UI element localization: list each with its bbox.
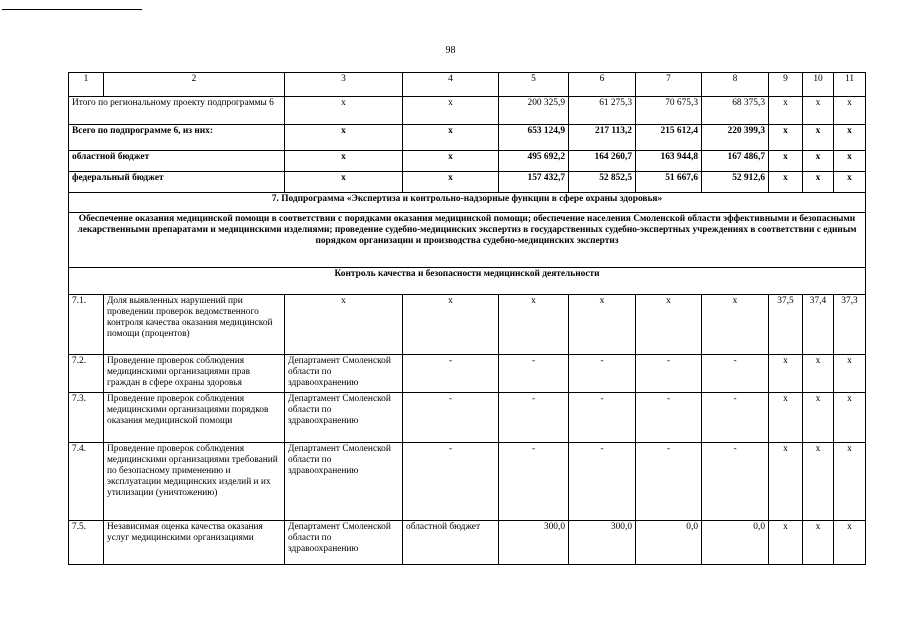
total-cell: 163 944,8: [636, 151, 702, 172]
total-cell: 157 432,7: [499, 172, 569, 193]
item-cell: -: [403, 393, 499, 443]
col-num-2: 2: [104, 73, 285, 97]
table-row: [69, 521, 866, 565]
item-cell: -: [569, 355, 636, 393]
item-number: 7.4.: [69, 443, 104, 521]
total-cell: x: [403, 125, 499, 151]
total-cell: 217 113,2: [569, 125, 636, 151]
item-cell: 300,0: [499, 521, 569, 565]
col-num-7: 7: [636, 73, 702, 97]
item-cell: x: [499, 295, 569, 355]
item-cell: x: [403, 295, 499, 355]
col-num-6: 6: [569, 73, 636, 97]
col-num-11: 11: [834, 73, 866, 97]
total-cell: x: [769, 151, 803, 172]
item-cell: x: [803, 393, 834, 443]
item-cell: x: [803, 443, 834, 521]
total-label: Итого по региональному проекту подпрограммы 6: [69, 97, 285, 125]
total-cell: x: [834, 151, 866, 172]
col-num-1: 1: [69, 73, 104, 97]
total-cell: x: [285, 151, 403, 172]
item-cell: x: [834, 443, 866, 521]
item-cell: x: [769, 443, 803, 521]
item-cell: -: [636, 443, 702, 521]
item-cell: 0,0: [636, 521, 702, 565]
item-name: Проведение проверок соблюдения медицинскими организациями прав граждан в сфере охраны здоровья: [104, 355, 285, 393]
item-cell: 0,0: [702, 521, 769, 565]
subsection-title-row: [69, 268, 866, 295]
total-cell: x: [285, 172, 403, 193]
item-cell: -: [702, 393, 769, 443]
total-row: [69, 97, 866, 125]
col-num-5: 5: [499, 73, 569, 97]
item-cell: x: [803, 521, 834, 565]
col-num-4: 4: [403, 73, 499, 97]
item-cell: -: [636, 393, 702, 443]
item-name: Проведение проверок соблюдения медицинскими организациями требований по безопасному применению и эксплуатации медицинских изделий и их утилизации (уничтожению): [104, 443, 285, 521]
item-name: Доля выявленных нарушений при проведении проверок ведомственного контроля качества оказания медицинской помощи (процентов): [104, 295, 285, 355]
total-cell: 495 692,2: [499, 151, 569, 172]
total-cell: x: [803, 97, 834, 125]
total-cell: 70 675,3: [636, 97, 702, 125]
item-cell: -: [569, 443, 636, 521]
table-row: [69, 295, 866, 355]
item-cell: x: [702, 295, 769, 355]
item-number: 7.5.: [69, 521, 104, 565]
item-cell: x: [285, 295, 403, 355]
item-cell: -: [702, 355, 769, 393]
total-cell: 51 667,6: [636, 172, 702, 193]
item-cell: x: [769, 393, 803, 443]
total-cell: 68 375,3: [702, 97, 769, 125]
total-cell: 164 260,7: [569, 151, 636, 172]
item-cell: x: [834, 393, 866, 443]
subsection-title: Контроль качества и безопасности медицинской деятельности: [69, 268, 866, 295]
item-cell: x: [769, 521, 803, 565]
column-number-row: [69, 73, 866, 97]
item-cell: -: [499, 355, 569, 393]
total-label: областной бюджет: [69, 151, 285, 172]
goals-row: [69, 213, 866, 268]
section-title-row: [69, 193, 866, 213]
item-cell: -: [499, 443, 569, 521]
total-cell: x: [403, 172, 499, 193]
item-cell: -: [403, 355, 499, 393]
item-cell: x: [803, 355, 834, 393]
total-cell: 220 399,3: [702, 125, 769, 151]
item-cell: x: [834, 355, 866, 393]
item-cell: 37,3: [834, 295, 866, 355]
item-name: Проведение проверок соблюдения медицинскими организациями порядков оказания медицинской помощи: [104, 393, 285, 443]
item-cell: 37,5: [769, 295, 803, 355]
total-cell: x: [803, 125, 834, 151]
item-cell: x: [769, 355, 803, 393]
item-cell: -: [702, 443, 769, 521]
total-cell: 167 486,7: [702, 151, 769, 172]
table-row: [69, 355, 866, 393]
total-cell: x: [285, 97, 403, 125]
item-number: 7.2.: [69, 355, 104, 393]
section-goals: Обеспечение оказания медицинской помощи в соответствии с порядками оказания медицинской помощи; обеспечение населения Смоленской области эффективными и безопасными лекарственными препаратами и медицинскими изделиями; проведение судебно-медицинских экспертиз в государственных судебно-экспертных учреждениях в соответствии с единым порядком организации и производства судебно-медицинских экспертиз: [69, 213, 866, 268]
total-cell: x: [834, 97, 866, 125]
total-cell: 653 124,9: [499, 125, 569, 151]
item-cell: 37,4: [803, 295, 834, 355]
total-cell: x: [769, 125, 803, 151]
item-cell: Департамент Смоленской области по здравоохранению: [285, 443, 403, 521]
total-cell: 61 275,3: [569, 97, 636, 125]
total-cell: x: [769, 97, 803, 125]
item-cell: областной бюджет: [403, 521, 499, 565]
item-cell: x: [636, 295, 702, 355]
total-cell: x: [834, 172, 866, 193]
total-cell: x: [769, 172, 803, 193]
col-num-9: 9: [769, 73, 803, 97]
total-label: Всего по подпрограмме 6, из них:: [69, 125, 285, 151]
total-row: [69, 172, 866, 193]
item-cell: -: [403, 443, 499, 521]
total-cell: 52 912,6: [702, 172, 769, 193]
item-cell: -: [569, 393, 636, 443]
col-num-8: 8: [702, 73, 769, 97]
total-cell: x: [803, 151, 834, 172]
total-row: [69, 125, 866, 151]
scan-mark-line: [2, 9, 142, 10]
item-cell: Департамент Смоленской области по здравоохранению: [285, 355, 403, 393]
total-cell: x: [834, 125, 866, 151]
item-cell: -: [499, 393, 569, 443]
total-cell: 200 325,9: [499, 97, 569, 125]
program-table: [68, 72, 866, 565]
item-cell: Департамент Смоленской области по здравоохранению: [285, 393, 403, 443]
section-title: 7. Подпрограмма «Экспертиза и контрольно-надзорные функции в сфере охраны здоровья»: [69, 193, 866, 213]
total-cell: 52 852,5: [569, 172, 636, 193]
page-number: 98: [445, 45, 456, 56]
total-label: федеральный бюджет: [69, 172, 285, 193]
total-cell: x: [403, 151, 499, 172]
col-num-10: 10: [803, 73, 834, 97]
item-cell: x: [834, 521, 866, 565]
item-cell: 300,0: [569, 521, 636, 565]
item-cell: Департамент Смоленской области по здравоохранению: [285, 521, 403, 565]
total-cell: x: [285, 125, 403, 151]
item-name: Независимая оценка качества оказания услуг медицинскими организациями: [104, 521, 285, 565]
table-row: [69, 393, 866, 443]
item-cell: -: [636, 355, 702, 393]
total-cell: x: [403, 97, 499, 125]
total-row: [69, 151, 866, 172]
item-number: 7.1.: [69, 295, 104, 355]
total-cell: x: [803, 172, 834, 193]
col-num-3: 3: [285, 73, 403, 97]
total-cell: 215 612,4: [636, 125, 702, 151]
item-cell: x: [569, 295, 636, 355]
item-number: 7.3.: [69, 393, 104, 443]
table-row: [69, 443, 866, 521]
